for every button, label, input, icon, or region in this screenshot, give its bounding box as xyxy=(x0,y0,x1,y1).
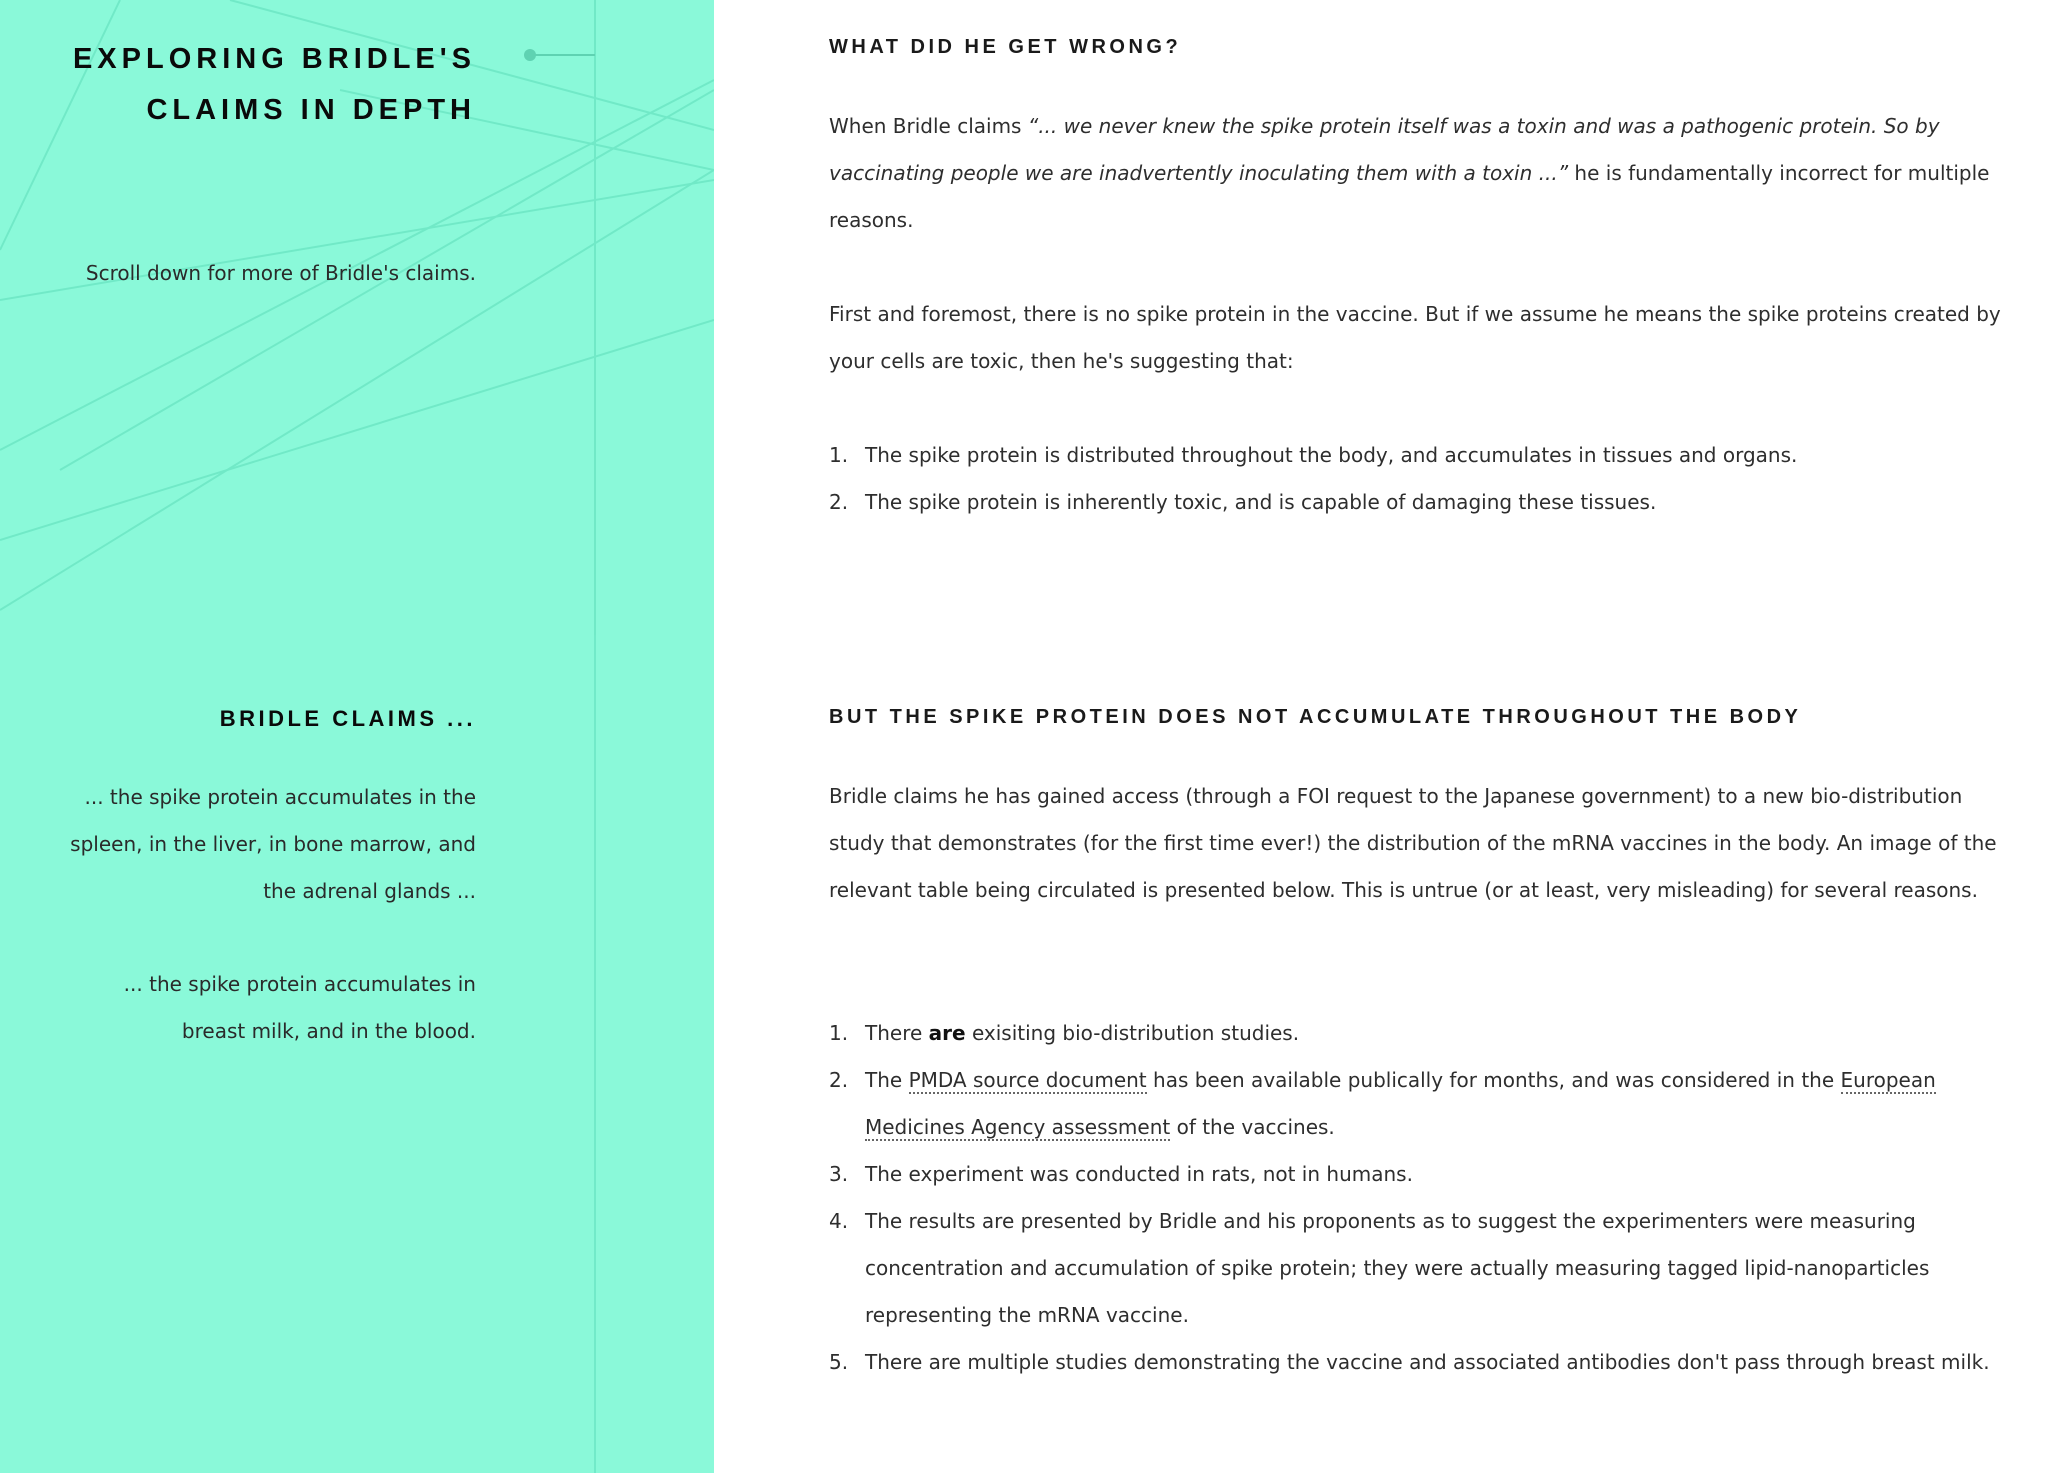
scroll-hint: Scroll down for more of Bridle's claims. xyxy=(85,261,476,285)
list-text: The results are presented by Bridle and his proponents as to suggest the experimenters were measuring concentration and accumulation of spike protein; they were actually measuring tagged lipid-nanoparticles representing the mRNA vaccine. xyxy=(865,1209,1930,1327)
list-item xyxy=(829,1339,2009,1386)
list-number: 1. xyxy=(829,443,849,467)
section2-heading: BUT THE SPIKE PROTEIN DOES NOT ACCUMULATE THROUGHOUT THE BODY xyxy=(829,706,1802,728)
section1-list xyxy=(829,432,2009,526)
list-text: of the vaccines. xyxy=(1170,1115,1335,1139)
emphasis-are: are xyxy=(928,1021,966,1045)
list-text: The spike protein is inherently toxic, and is capable of damaging these tissues. xyxy=(865,490,1657,514)
ema-assessment-link[interactable]: European Medicines Agency assessment xyxy=(865,1068,1936,1139)
pmda-source-link[interactable]: PMDA source document xyxy=(908,1068,1147,1092)
list-item xyxy=(829,1198,2009,1339)
list-text: The experiment was conducted in rats, not in humans. xyxy=(865,1162,1413,1186)
list-number: 3. xyxy=(829,1162,849,1186)
list-number: 2. xyxy=(829,490,849,514)
list-number: 4. xyxy=(829,1209,849,1233)
list-item xyxy=(829,432,2009,479)
claim-quote-2: ... the spike protein accumulates in breast milk, and in the blood. xyxy=(123,972,476,1043)
sidebar xyxy=(0,0,714,1473)
p1-outro: he is fundamentally incorrect for multiple reasons. xyxy=(829,161,1990,232)
list-text: has been available publically for months, and was considered in the xyxy=(1146,1068,1841,1092)
p1-intro: When Bridle claims xyxy=(829,114,1028,138)
list-item xyxy=(829,1151,2009,1198)
list-number: 2. xyxy=(829,1068,849,1092)
sidebar-title-line1: EXPLORING BRIDLE'S xyxy=(72,43,476,75)
list-number: 5. xyxy=(829,1350,849,1374)
list-number: 1. xyxy=(829,1021,849,1045)
list-item xyxy=(829,1010,2009,1057)
list-text: exisiting bio-distribution studies. xyxy=(965,1021,1300,1045)
decorative-network-lines xyxy=(0,0,714,1473)
sidebar-title xyxy=(73,34,476,136)
p1-quote: “... we never knew the spike protein itself was a toxin and was a pathogenic protein. So by vaccinating people we are inadvertently inoculating them with a toxin ...” xyxy=(829,114,1940,185)
list-text: There xyxy=(865,1021,929,1045)
section1-paragraph-2: First and foremost, there is no spike protein in the vaccine. But if we assume he means the spike proteins created by your cells are toxic, then he's suggesting that: xyxy=(829,302,2001,373)
section1-paragraph-1 xyxy=(829,103,2009,244)
list-item xyxy=(829,479,2009,526)
list-text: The xyxy=(865,1068,909,1092)
list-item xyxy=(829,1057,2009,1151)
section1-heading: WHAT DID HE GET WRONG? xyxy=(829,36,1182,58)
claim-quote-1: ... the spike protein accumulates in the spleen, in the liver, in bone marrow, and the adrenal glands ... xyxy=(70,785,476,903)
list-text: The spike protein is distributed throughout the body, and accumulates in tissues and organs. xyxy=(865,443,1798,467)
section2-list xyxy=(829,1010,2009,1386)
list-text: There are multiple studies demonstrating the vaccine and associated antibodies don't pass through breast milk. xyxy=(865,1350,1990,1374)
sidebar-title-line2: CLAIMS IN DEPTH xyxy=(146,94,476,126)
section2-paragraph-1: Bridle claims he has gained access (through a FOI request to the Japanese government) to a new bio-distribution study that demonstrates (for the first time ever!) the distribution of the mRNA vaccines in the body. An image of the relevant table being circulated is presented below. This is untrue (or at least, very misleading) for several reasons. xyxy=(829,784,1997,902)
claims-heading: BRIDLE CLAIMS ... xyxy=(219,706,476,731)
